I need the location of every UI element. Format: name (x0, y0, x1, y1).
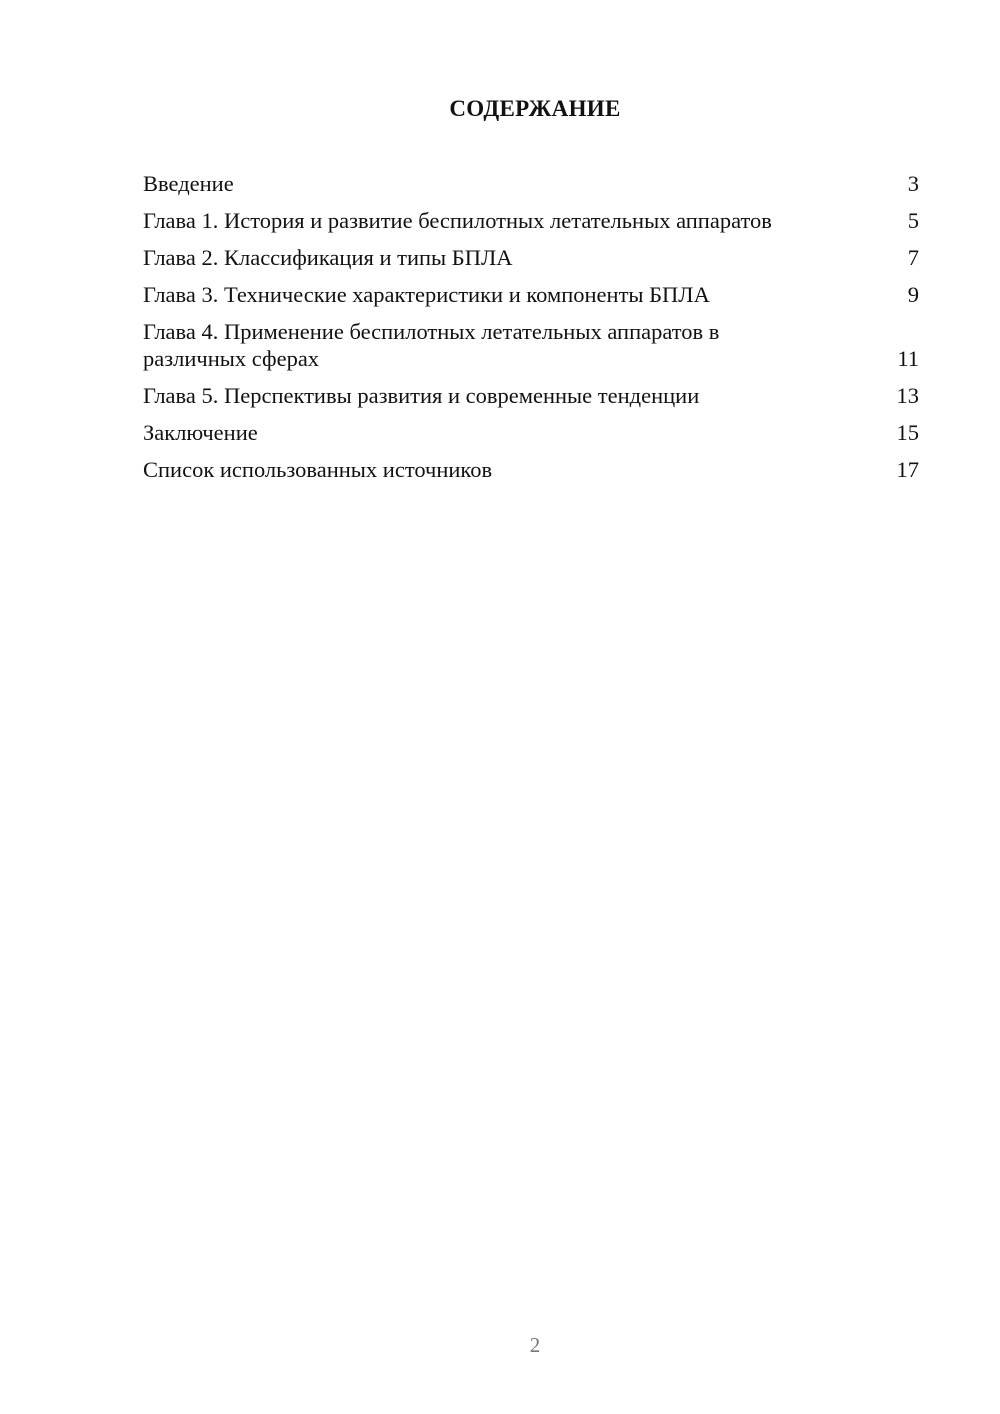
toc-entry-chapter-5[interactable] (143, 382, 919, 409)
toc-entry-page: 3 (907, 171, 919, 196)
toc-entry-page: 7 (907, 245, 919, 270)
toc-entry-page: 17 (896, 457, 919, 482)
toc-entry-chapter-2[interactable] (143, 244, 919, 271)
toc-entry-label: Глава 3. Технические характеристики и компоненты БПЛА (143, 282, 710, 307)
toc-entry-label: Введение (143, 171, 234, 196)
toc-entry-label: Глава 4. Применение беспилотных летательных аппаратов в различных сферах (143, 319, 720, 371)
toc-entry-page: 9 (907, 282, 919, 307)
toc-entry-page: 15 (896, 420, 919, 445)
toc-entry-conclusion[interactable] (143, 419, 919, 446)
toc-entry-chapter-4[interactable] (143, 318, 919, 372)
toc-entry-label: Список использованных источников (143, 457, 493, 482)
toc-entry-label: Заключение (143, 420, 258, 445)
toc-entry-label: Глава 5. Перспективы развития и современные тенденции (143, 383, 700, 408)
toc-entry-introduction[interactable] (143, 170, 919, 197)
toc-entry-page: 13 (896, 383, 919, 408)
page-title: СОДЕРЖАНИЕ (449, 96, 621, 121)
toc-entry-chapter-1[interactable] (143, 207, 919, 234)
toc-entry-label: Глава 1. История и развитие беспилотных летательных аппаратов (143, 208, 772, 233)
table-of-contents (143, 170, 919, 493)
toc-entry-chapter-3[interactable] (143, 281, 919, 308)
toc-entry-page: 5 (907, 208, 919, 233)
toc-entry-label: Глава 2. Классификация и типы БПЛА (143, 245, 513, 270)
toc-entry-page: 11 (897, 346, 919, 371)
toc-entry-references[interactable] (143, 456, 919, 483)
page-number: 2 (529, 1333, 541, 1357)
